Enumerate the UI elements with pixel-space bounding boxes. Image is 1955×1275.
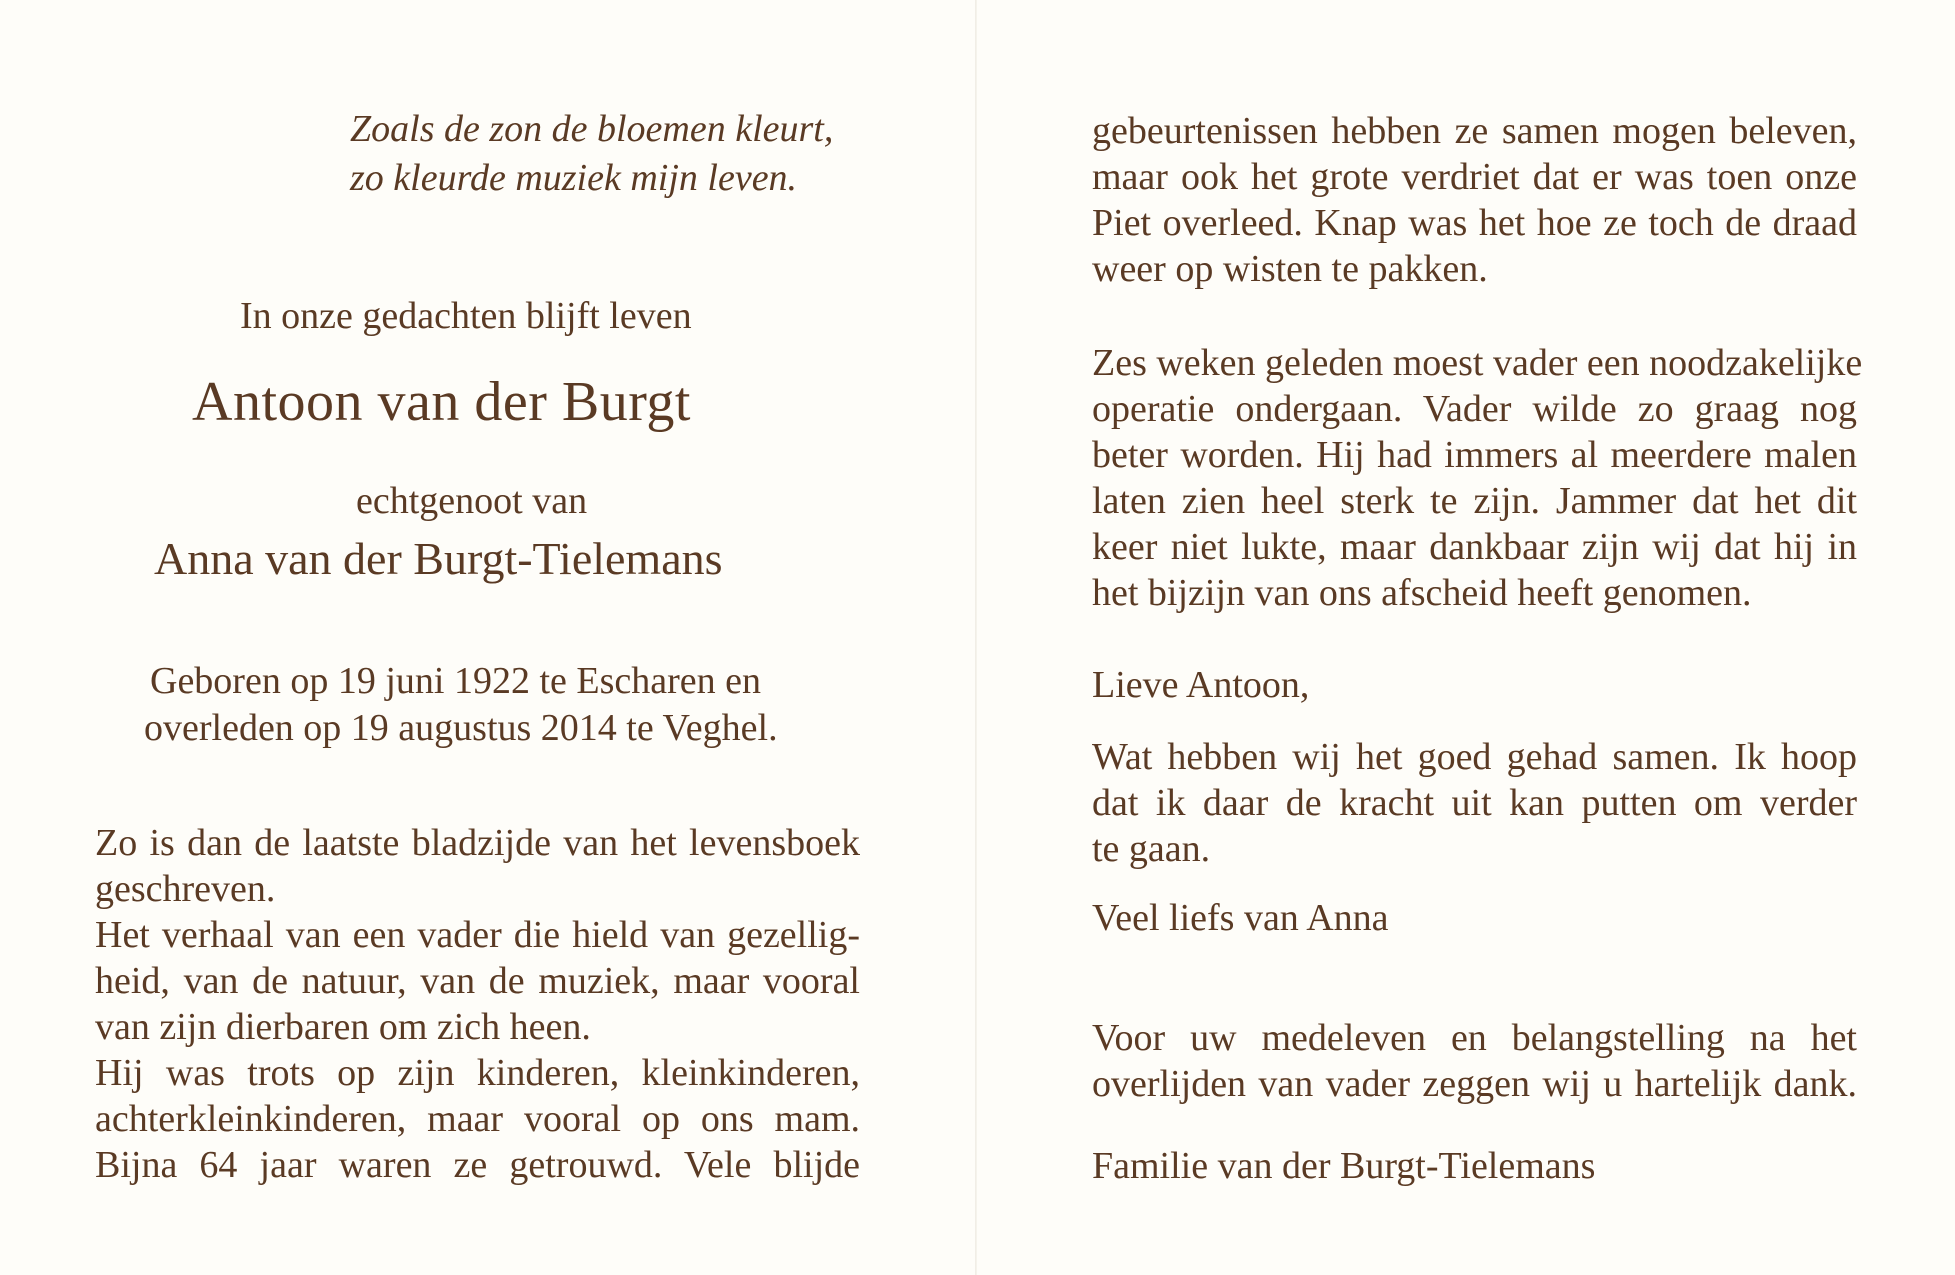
story-line: gebeurtenissen hebben ze samen mogen beleven, (1092, 110, 1857, 152)
story-line: maar ook het grote verdriet dat er was toen onze (1092, 156, 1857, 198)
story-line: weer op wisten te pakken. (1092, 248, 1488, 290)
spouse-intro: echtgenoot van (356, 480, 588, 522)
life-story-paragraph (95, 820, 860, 1188)
letter-line: Wat hebben wij het goed gehad samen. Ik hoop (1092, 736, 1857, 778)
death-line: overleden op 19 augustus 2014 te Veghel. (144, 707, 778, 749)
story-line: geschreven. (95, 868, 276, 910)
illness-line: beter worden. Hij had immers al meerdere malen (1092, 434, 1857, 476)
story-line: Hij was trots op zijn kinderen, kleinkinderen, (95, 1052, 860, 1094)
story-line: Bijna 64 jaar waren ze getrouwd. Vele blijde (95, 1144, 860, 1186)
thanks-line: overlijden van vader zeggen wij u hartelijk dank. (1092, 1063, 1857, 1105)
story-line: Piet overleed. Knap was het hoe ze toch de draad (1092, 202, 1857, 244)
story-line: achterkleinkinderen, maar vooral op ons mam. (95, 1098, 860, 1140)
illness-line: operatie ondergaan. Vader wilde zo graag nog (1092, 388, 1857, 430)
letter-line: te gaan. (1092, 828, 1211, 870)
illness-line: Zes weken geleden moest vader een noodzakelijke (1092, 342, 1863, 384)
story-line: van zijn dierbaren om zich heen. (95, 1006, 591, 1048)
illness-paragraph (1092, 340, 1863, 616)
letter-paragraph (1092, 734, 1857, 872)
story-continuation (1092, 108, 1857, 292)
spouse-name: Anna van der Burgt-Tielemans (154, 533, 723, 584)
illness-line: laten zien heel sterk te zijn. Jammer dat het dit (1092, 480, 1857, 522)
letter-line: dat ik daar de kracht uit kan putten om verder (1092, 782, 1857, 824)
story-line: Zo is dan de laatste bladzijde van het levensboek (95, 822, 860, 864)
deceased-name: Antoon van der Burgt (192, 371, 691, 433)
left-panel (0, 0, 975, 1275)
family-signature: Familie van der Burgt-Tielemans (1092, 1145, 1596, 1187)
letter-signoff: Veel liefs van Anna (1092, 897, 1389, 939)
thanks-paragraph (1092, 1015, 1857, 1107)
illness-line: het bijzijn van ons afscheid heeft genomen. (1092, 572, 1752, 614)
story-line: Het verhaal van een vader die hield van gezellig- (95, 914, 860, 956)
thanks-line: Voor uw medeleven en belangstelling na het (1092, 1017, 1857, 1059)
story-line: heid, van de natuur, van de muziek, maar vooral (95, 960, 860, 1002)
motto-line-1: Zoals de zon de bloemen kleurt, (350, 108, 834, 150)
birth-line: Geboren op 19 juni 1922 te Escharen en (150, 660, 761, 702)
illness-line: keer niet lukte, maar dankbaar zijn wij dat hij in (1092, 526, 1857, 568)
motto-line-2: zo kleurde muziek mijn leven. (350, 157, 798, 199)
letter-greeting: Lieve Antoon, (1092, 664, 1310, 706)
intro-text: In onze gedachten blijft leven (240, 295, 692, 337)
